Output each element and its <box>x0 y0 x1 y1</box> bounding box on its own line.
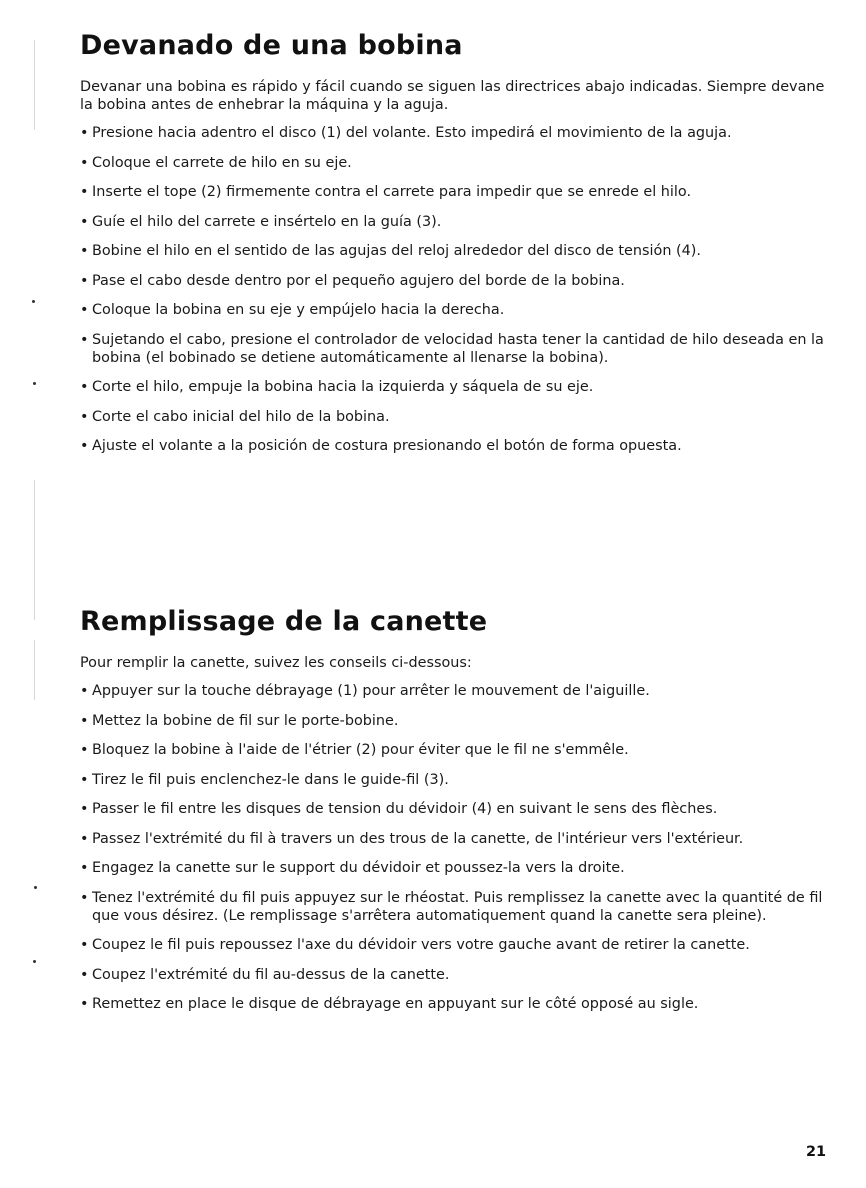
list-item: • Coloque el carrete de hilo en su eje. <box>80 154 840 172</box>
list-item: • Bloquez la bobine à l'aide de l'étrier (2) pour éviter que le fil ne s'emmêle. <box>80 741 840 759</box>
list-item: • Pase el cabo desde dentro por el pequeño agujero del borde de la bobina. <box>80 272 840 290</box>
spanish-steps <box>80 124 840 455</box>
scan-speck <box>33 382 36 385</box>
scan-margin-line <box>34 640 35 700</box>
list-item: • Coupez l'extrémité du fil au-dessus de la canette. <box>80 966 840 984</box>
page-number: 21 <box>805 1144 826 1160</box>
list-item: • Tirez le fil puis enclenchez-le dans le guide-fil (3). <box>80 771 840 789</box>
scan-speck <box>34 886 37 889</box>
list-item: • Inserte el tope (2) firmemente contra el carrete para impedir que se enrede el hilo. <box>80 183 840 201</box>
french-intro: Pour remplir la canette, suivez les conseils ci-dessous: <box>80 655 472 671</box>
french-steps <box>80 682 840 1013</box>
scan-speck <box>33 960 36 963</box>
spanish-intro: Devanar una bobina es rápido y fácil cuando se siguen las directrices abajo indicadas. Siempre devane la bobina antes de enhebrar la máquina y la aguja. <box>80 79 825 113</box>
list-item: • Passez l'extrémité du fil à travers un des trous de la canette, de l'intérieur vers l'extérieur. <box>80 830 840 848</box>
list-item: • Bobine el hilo en el sentido de las agujas del reloj alrededor del disco de tensión (4). <box>80 242 840 260</box>
list-item: • Guíe el hilo del carrete e insértelo en la guía (3). <box>80 213 840 231</box>
list-item: • Ajuste el volante a la posición de costura presionando el botón de forma opuesta. <box>80 437 840 455</box>
list-item: • Presione hacia adentro el disco (1) del volante. Esto impedirá el movimiento de la aguja. <box>80 124 840 142</box>
list-item: • Engagez la canette sur le support du dévidoir et poussez-la vers la droite. <box>80 859 840 877</box>
list-item: • Mettez la bobine de fil sur le porte-bobine. <box>80 712 840 730</box>
list-item: • Coloque la bobina en su eje y empújelo hacia la derecha. <box>80 301 840 319</box>
spanish-section <box>80 28 840 467</box>
list-item: • Tenez l'extrémité du fil puis appuyez sur le rhéostat. Puis remplissez la canette avec la quantité de fil que vous désirez. (Le remplissage s'arrêtera automatiquement quand la canette sera pleine). <box>80 889 840 925</box>
list-item: • Sujetando el cabo, presione el controlador de velocidad hasta tener la cantidad de hilo deseada en la bobina (el bobinado se detiene automáticamente al llenarse la bobina). <box>80 331 840 367</box>
french-title: Remplissage de la canette <box>80 606 488 637</box>
french-section <box>80 604 840 1025</box>
list-item: • Corte el cabo inicial del hilo de la bobina. <box>80 408 840 426</box>
spanish-title: Devanado de una bobina <box>80 30 463 61</box>
scan-margin-line <box>34 40 35 130</box>
list-item: • Remettez en place le disque de débrayage en appuyant sur le côté opposé au sigle. <box>80 995 840 1013</box>
scan-speck <box>32 300 35 303</box>
list-item: • Passer le fil entre les disques de tension du dévidoir (4) en suivant le sens des flèches. <box>80 800 840 818</box>
list-item: • Corte el hilo, empuje la bobina hacia la izquierda y sáquela de su eje. <box>80 378 840 396</box>
list-item: • Appuyer sur la touche débrayage (1) pour arrêter le mouvement de l'aiguille. <box>80 682 840 700</box>
list-item: • Coupez le fil puis repoussez l'axe du dévidoir vers votre gauche avant de retirer la canette. <box>80 936 840 954</box>
scan-margin-line <box>34 480 35 620</box>
